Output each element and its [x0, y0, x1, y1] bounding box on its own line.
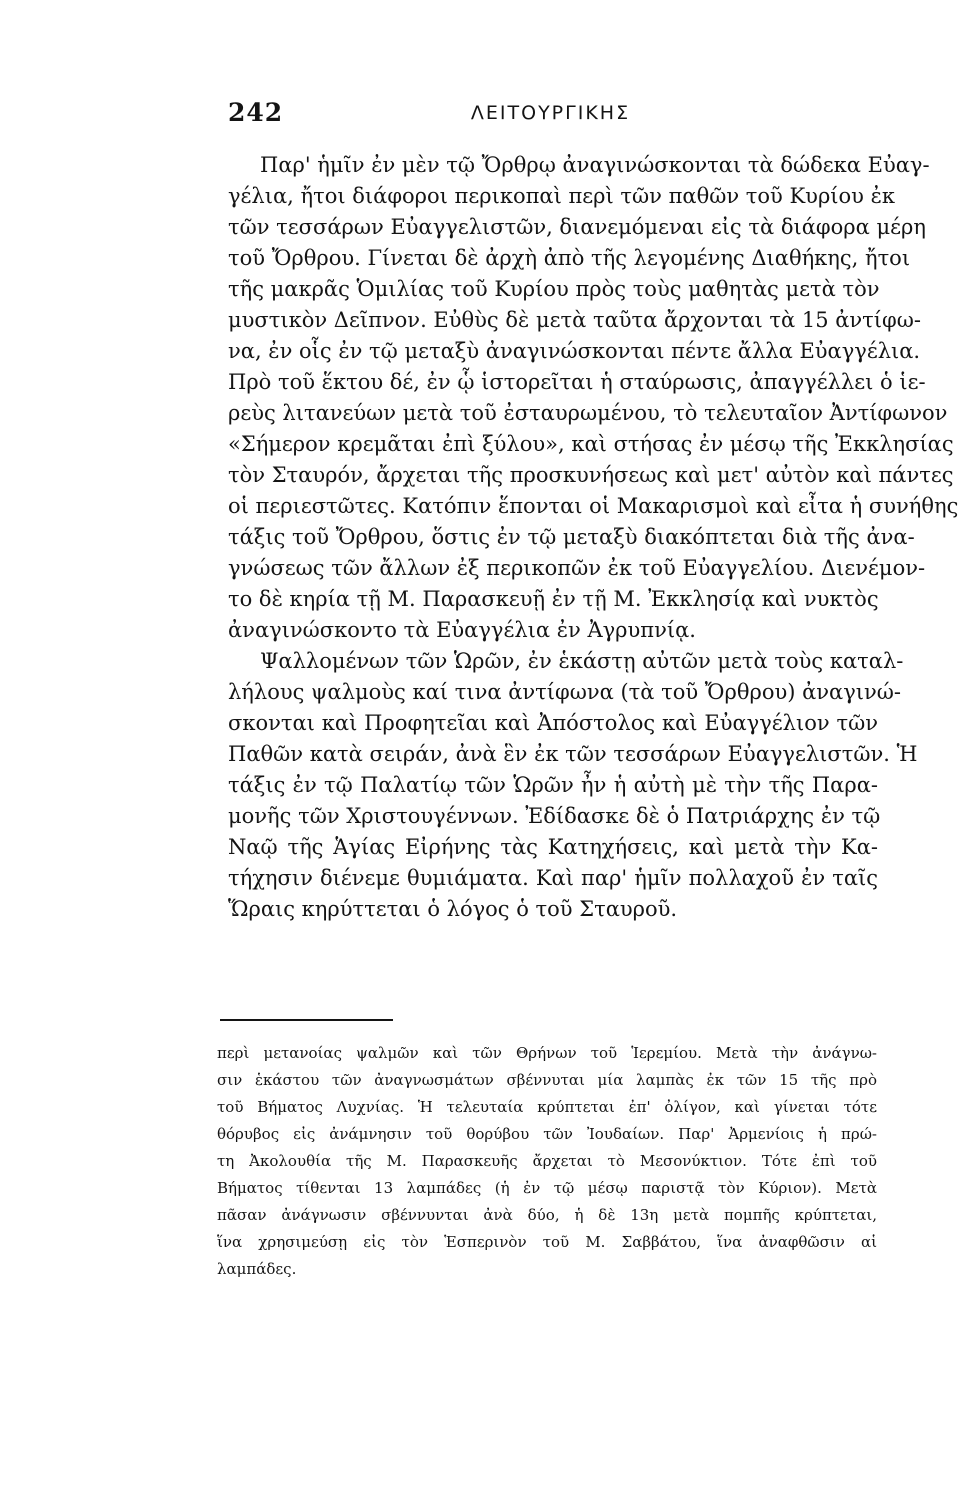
- page-header: [228, 98, 873, 138]
- text-line: λήλους ψαλμοὺς καί τινα ἀντίφωνα (τὰ τοῦ Ὄρθρου) ἀναγινώ-: [228, 680, 901, 704]
- text-line: Ναῷ τῆς Ἁγίας Εἰρήνης τὰς Κατηχήσεις, καὶ μετὰ τὴν Κα-: [228, 835, 878, 859]
- footnote-line: τοῦ Βήματος Λυχνίας. Ἡ τελευταία κρύπτεται ἐπ' ὀλίγον, καὶ γίνεται τότε: [217, 1098, 877, 1116]
- text-line: τάξις ἐν τῷ Παλατίῳ τῶν Ὡρῶν ἦν ἡ αὐτὴ μὲ τὴν τῆς Παρα-: [228, 773, 878, 797]
- text-line: τοῦ Ὄρθρου. Γίνεται δὲ ἀρχὴ ἀπὸ τῆς λεγομένης Διαθήκης, ἤτοι: [228, 246, 911, 270]
- text-line: τήχησιν διένεμε θυμιάματα. Καὶ παρ' ἡμῖν πολλαχοῦ ἐν ταῖς: [228, 866, 878, 890]
- text-line: μονῆς τῶν Χριστουγέννων. Ἐδίδασκε δὲ ὁ Πατριάρχης ἐν τῷ: [228, 804, 881, 828]
- text-line: τῆς μακρᾶς Ὁμιλίας τοῦ Κυρίου πρὸς τοὺς μαθητὰς μετὰ τὸν: [228, 277, 880, 301]
- footnote-line: θόρυβος εἰς ἀνάμνησιν τοῦ θορύβου τῶν Ἰουδαίων. Παρ' Ἀρμενίοις ἡ πρώ-: [217, 1125, 877, 1143]
- text-line: τὸν Σταυρόν, ἄρχεται τῆς προσκυνήσεως καὶ μετ' αὐτὸν καὶ πάντες: [228, 463, 954, 487]
- footnote-divider: [220, 1019, 393, 1021]
- footnote-line: σιν ἑκάστου τῶν ἀναγνωσμάτων σβέννυται μία λαμπὰς ἐκ τῶν 15 τῆς πρὸ: [217, 1071, 877, 1089]
- text-line: Ὥραις κηρύττεται ὁ λόγος ὁ τοῦ Σταυροῦ.: [228, 897, 678, 921]
- text-line: ἀναγινώσκοντο τὰ Εὐαγγέλια ἐν Ἀγρυπνίᾳ.: [228, 618, 696, 642]
- text-line: Παρ' ἡμῖν ἐν μὲν τῷ Ὄρθρῳ ἀναγινώσκονται τὰ δώδεκα Εὐαγ-: [260, 153, 930, 177]
- text-line: οἱ περιεστῶτες. Κατόπιν ἕπονται οἱ Μακαρισμοὶ καὶ εἶτα ἡ συνήθης: [228, 494, 958, 518]
- footnote-line: ἵνα χρησιμεύσῃ εἰς τὸν Ἑσπερινὸν τοῦ Μ. Σαββάτου, ἵνα ἀναφθῶσιν αἱ: [217, 1233, 877, 1251]
- text-line: μυστικὸν Δεῖπνον. Εὐθὺς δὲ μετὰ ταῦτα ἄρχονται τὰ 15 ἀντίφω-: [228, 308, 921, 332]
- text-line: Ψαλλομένων τῶν Ὡρῶν, ἐν ἑκάστῃ αὐτῶν μετὰ τοὺς καταλ-: [260, 649, 904, 673]
- main-text: [228, 150, 958, 925]
- text-line: γνώσεως τῶν ἄλλων ἐξ περικοπῶν ἐκ τοῦ Εὐαγγελίου. Διενέμον-: [228, 556, 926, 580]
- text-line: σκονται καὶ Προφητεῖαι καὶ Ἀπόστολος καὶ Εὐαγγέλιον τῶν: [228, 711, 878, 735]
- running-title: ΛΕΙΤΟΥΡΓΙΚΗΣ: [470, 102, 631, 124]
- text-line: «Σήμερον κρεμᾶται ἐπὶ ξύλου», καὶ στήσας ἐν μέσῳ τῆς Ἐκκλησίας: [228, 432, 954, 456]
- footnote-line: Βήματος τίθενται 13 λαμπάδες (ἡ ἐν τῷ μέσῳ παριστᾷ τὸν Κύριον). Μετὰ: [217, 1179, 877, 1197]
- text-line: τάξις τοῦ Ὄρθρου, ὅστις ἐν τῷ μεταξὺ διακόπτεται διὰ τῆς ἀνα-: [228, 525, 915, 549]
- footnote: [217, 1040, 877, 1283]
- page-number: 242: [228, 98, 284, 127]
- text-line: τῶν τεσσάρων Εὐαγγελιστῶν, διανεμόμεναι εἰς τὰ διάφορα μέρη: [228, 215, 926, 239]
- footnote-line: περὶ μετανοίας ψαλμῶν καὶ τῶν Θρήνων τοῦ Ἱερεμίου. Μετὰ τὴν ἀνάγνω-: [217, 1044, 877, 1062]
- footnote-line: τη Ἀκολουθία τῆς Μ. Παρασκευῆς ἄρχεται τὸ Μεσονύκτιον. Τότε ἐπὶ τοῦ: [217, 1152, 877, 1170]
- text-line: γέλια, ἤτοι διάφοροι περικοπαὶ περὶ τῶν παθῶν τοῦ Κυρίου ἐκ: [228, 184, 896, 208]
- text-line: ρεὺς λιτανεύων μετὰ τοῦ ἐσταυρωμένου, τὸ τελευταῖον Ἀντίφωνον: [228, 401, 948, 425]
- footnote-line: πᾶσαν ἀνάγνωσιν σβέννυνται ἀνὰ δύο, ἡ δὲ 13η μετὰ πομπῆς κρύπτεται,: [217, 1206, 877, 1224]
- text-line: το δὲ κηρία τῇ Μ. Παρασκευῇ ἐν τῇ Μ. Ἐκκλησίᾳ καὶ νυκτὸς: [228, 587, 879, 611]
- text-line: Παθῶν κατὰ σειράν, ἀνὰ ἓν ἐκ τῶν τεσσάρων Εὐαγγελιστῶν. Ἡ: [228, 742, 918, 766]
- footnote-line: λαμπάδες.: [217, 1260, 297, 1278]
- text-line: να, ἐν οἷς ἐν τῷ μεταξὺ ἀναγινώσκονται πέντε ἄλλα Εὐαγγέλια.: [228, 339, 921, 363]
- text-line: Πρὸ τοῦ ἕκτου δέ, ἐν ᾧ ἱστορεῖται ἡ σταύρωσις, ἀπαγγέλλει ὁ ἱε-: [228, 370, 926, 394]
